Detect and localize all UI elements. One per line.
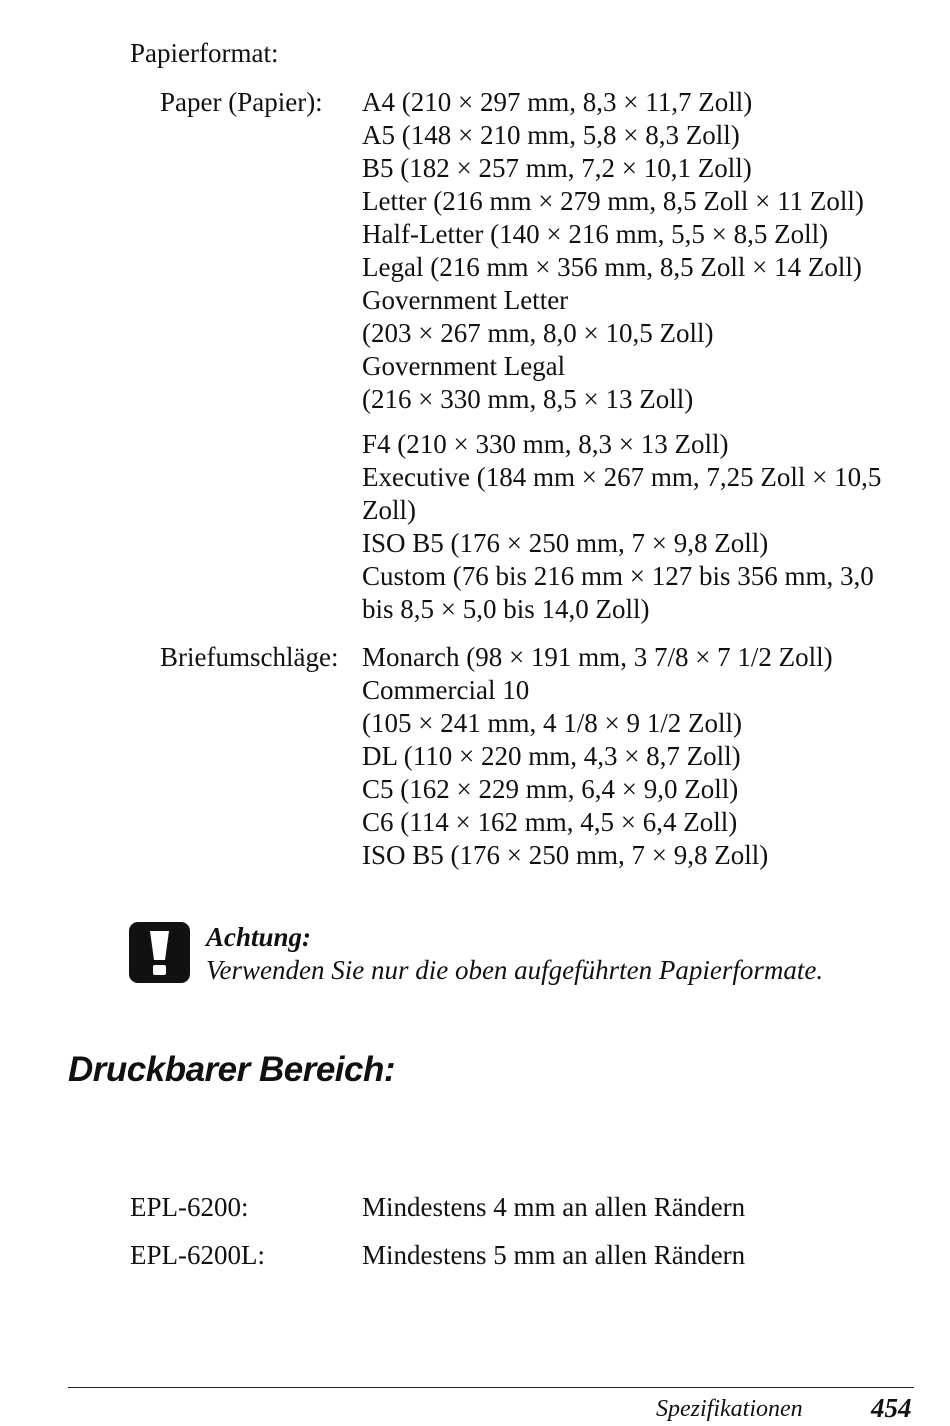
footer-section: Spezifikationen	[656, 1396, 803, 1422]
list-item: Custom (76 bis 216 mm × 127 bis 356 mm, 3,0	[362, 561, 874, 591]
list-item: (203 × 267 mm, 8,0 × 10,5 Zoll)	[362, 318, 714, 348]
page-number: 454	[871, 1393, 912, 1423]
list-item: ISO B5 (176 × 250 mm, 7 × 9,8 Zoll)	[362, 840, 769, 870]
paper-label: Paper (Papier):	[160, 87, 323, 117]
margin-value: Mindestens 4 mm an allen Rändern	[362, 1192, 746, 1222]
list-item: Monarch (98 × 191 mm, 3 7/8 × 7 1/2 Zoll)	[362, 642, 833, 672]
list-item: (216 × 330 mm, 8,5 × 13 Zoll)	[362, 384, 694, 414]
paper-list	[362, 86, 881, 626]
model-label: EPL-6200L:	[130, 1240, 265, 1270]
list-item: A5 (148 × 210 mm, 5,8 × 8,3 Zoll)	[362, 120, 740, 150]
caution-text: Verwenden Sie nur die oben aufgeführten Papierformate.	[206, 955, 824, 985]
spacer	[362, 416, 881, 428]
list-item: Legal (216 mm × 356 mm, 8,5 Zoll × 14 Zoll)	[362, 252, 862, 282]
list-item: Government Legal	[362, 351, 566, 381]
envelopes-label: Briefumschläge:	[160, 642, 339, 672]
table-row	[130, 1191, 249, 1224]
table-row-value	[362, 1191, 745, 1224]
list-item: Commercial 10	[362, 675, 530, 705]
section-label: Papierformat:	[130, 38, 279, 68]
exclamation-icon	[129, 922, 190, 983]
list-item: Zoll)	[362, 495, 416, 525]
table-row	[130, 1239, 265, 1272]
list-item: Half-Letter (140 × 216 mm, 5,5 × 8,5 Zoll)	[362, 219, 829, 249]
list-item: C5 (162 × 229 mm, 6,4 × 9,0 Zoll)	[362, 774, 739, 804]
table-row-value	[362, 1239, 745, 1272]
margin-value: Mindestens 5 mm an allen Rändern	[362, 1240, 746, 1270]
list-item: DL (110 × 220 mm, 4,3 × 8,7 Zoll)	[362, 741, 741, 771]
list-item: C6 (114 × 162 mm, 4,5 × 6,4 Zoll)	[362, 807, 738, 837]
model-label: EPL-6200:	[130, 1192, 249, 1222]
section-heading: Druckbarer Bereich:	[68, 1050, 396, 1089]
list-item: (105 × 241 mm, 4 1/8 × 9 1/2 Zoll)	[362, 708, 742, 738]
list-item: A4 (210 × 297 mm, 8,3 × 11,7 Zoll)	[362, 87, 753, 117]
caution-title: Achtung:	[206, 922, 312, 952]
list-item: F4 (210 × 330 mm, 8,3 × 13 Zoll)	[362, 429, 729, 459]
envelopes-list	[362, 641, 833, 872]
list-item: Executive (184 mm × 267 mm, 7,25 Zoll × 10,5	[362, 462, 882, 492]
footer-divider	[68, 1387, 914, 1388]
list-item: Letter (216 mm × 279 mm, 8,5 Zoll × 11 Zoll)	[362, 186, 864, 216]
list-item: B5 (182 × 257 mm, 7,2 × 10,1 Zoll)	[362, 153, 752, 183]
list-item: Government Letter	[362, 285, 569, 315]
list-item: bis 8,5 × 5,0 bis 14,0 Zoll)	[362, 594, 650, 624]
list-item: ISO B5 (176 × 250 mm, 7 × 9,8 Zoll)	[362, 528, 769, 558]
